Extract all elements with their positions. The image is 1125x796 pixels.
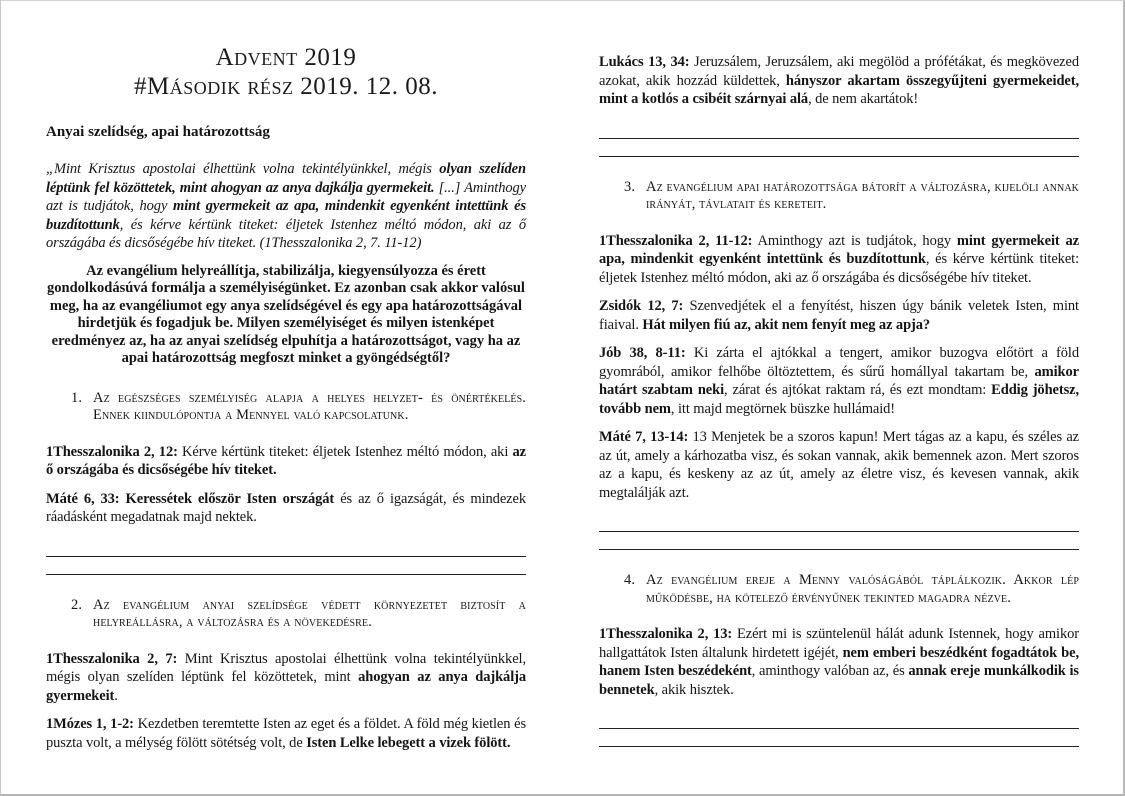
text-segment: Aminthogy azt is tudjátok, hogy [752,232,957,249]
section-heading-4 [599,572,1079,607]
writing-line [599,514,1079,532]
scripture-paragraph [599,297,1079,334]
text-segment: Isten Lelke lebegett a vizek fölött. [306,734,511,751]
text-segment: , de nem akartátok! [808,91,919,107]
text-segment: Szenvedjétek el a fenyítést, hiszen úgy bánik veletek Isten, mint fiaival. [599,298,1079,333]
text-segment: 1Thesszalonika 2, 13: [599,626,733,642]
intro-summary: Az evangélium helyreállítja, stabilizálja, kiegyensúlyozza és érett gondolkodásúvá formálja a személyiségünket. Ez azonban csak akkor valósul meg, ha az evangéliumot egy anya szelídségével és egy apa határozottságával hirdetjük és fogadjuk be. Milyen személyiséget és milyen istenképet eredményez az, ha az anyai szelídség elpuhítja a határozottságot, vagy ha az apai határozottság megfoszt minket a gyöngédségtől? [47,262,525,366]
text-segment: ahogyan az anya dajkálja gyermekeit [46,669,526,704]
text-segment: . [114,687,118,704]
scripture-paragraph [46,490,526,527]
document-title-line: Advent 2019 [215,44,357,71]
text-segment: 1Thesszalonika 2, 7: [46,650,178,667]
section-heading-text: Az evangélium apai határozottsága bátorít a változásra, kijelöli annak irányát, távlatait és kereteit. [646,178,1079,212]
text-segment: Lukács 13, 34: [599,54,690,70]
text-segment: Jób 38, 8-11: [599,345,686,361]
text-segment: „Mint Krisztus apostolai élhettünk volna tekintélyünkkel, mégis [46,161,440,177]
text-segment: Kérve kértünk titeket: éljetek Istenhez méltó módon, aki [177,443,513,460]
text-segment: Kezdetben teremtette Isten az eget és a földet. A föld még kietlen és puszta volt, a mélység fölött sötétség volt, de [46,716,526,751]
text-segment: , aminthogy valóban az, és [751,663,909,679]
section-heading-text: Az evangélium ereje a Menny valóságából táplálkozik. Akkor lép működésbe, ha kötelező érvényűnek tekinted magadra nézve. [646,572,1079,606]
text-segment: , és kérve kértünk titeket: éljetek Istenhez méltó módon, aki az ő országába és dicsőségébe hív titeket. [599,251,1080,286]
document-title-line: #Második rész 2019. 12. 08. [134,73,438,100]
scripture-paragraph [599,344,1079,418]
writing-line [46,539,526,557]
text-segment: nem emberi beszédként fogadtátok be, hanem Isten beszédeként [599,644,1080,679]
text-segment: és az ő igazságát, és mindezek ráadásként megadatnak majd nektek. [46,490,526,525]
writing-line [599,532,1079,550]
text-segment: 13 Menjetek be a szoros kapun! Mert tágas az a kapu, és széles az az út, amely a kárhozatba visz, és sokan vannak, akik bemennek azon. Mert szoros az a kapu, és keskeny az az út, amely az életre visz, és kevesen vannak, akik megtalálják azt. [599,429,1079,501]
text-segment: Máté 7, 13-14: [599,429,689,445]
scripture-paragraph [599,625,1079,699]
writing-line [599,139,1079,157]
text-segment: Jeruzsálem, Jeruzsálem, aki megölöd a prófétákat, és megkövezed azokat, akik hozzád küldettek, [599,54,1079,89]
section-heading-2 [46,597,526,632]
right-column [599,43,1079,752]
text-segment: 1Mózes 1, 1-2: [46,716,134,732]
text-segment: hányszor akartam összegyűjteni gyermekeidet, mint a kotlós a csibéit szárnyai alá [599,72,1079,107]
text-segment: annak ereje munkálkodik is bennetek [599,663,1079,698]
text-segment: 1Thesszalonika 2, 12: [46,443,178,460]
notes-lines [599,121,1079,157]
text-segment: , akik hisztek. [654,681,734,698]
scripture-paragraph [599,53,1079,109]
text-segment: Ezért mi is szüntelenül hálát adunk Istennek, hogy amikor hallgattátok Isten általunk hirdetett igéjét, [599,626,1079,661]
text-segment: Eddig jöhetsz, tovább nem [599,382,1079,417]
section-number: 4. [624,572,636,588]
text-segment: mint gyermekeit az apa, mindenkit egyenként intettünk és buzdítottunk [599,232,1079,267]
text-segment: , zárat és ajtókat raktam rá, és ezt mondtam: [724,382,992,398]
text-segment: Mint Krisztus apostolai élhettünk volna tekintélyünkkel, mégis olyan szelíden léptünk fel közöttetek, mint [46,650,526,685]
text-segment: , itt majd megtörnek büszke hullámaid! [670,400,896,417]
section-number: 2. [71,596,83,613]
writing-line [599,121,1079,139]
scripture-paragraph [599,232,1079,288]
text-segment: Zsidók 12, 7: [599,298,684,314]
writing-line [599,729,1079,747]
scripture-paragraph [46,715,526,752]
left-column [46,43,526,752]
text-segment: Máté 6, 33: Keressétek először Isten országát [46,490,335,507]
text-segment: mint gyermekeit az apa, mindenkit egyenként intettünk és buzdítottunk [46,198,526,233]
writing-line [46,557,526,575]
two-column-layout [1,1,1123,752]
text-segment: , és kérve kértünk titeket: éljetek Istenhez méltó módon, aki az ő országába és dicsőségébe hív titeket. (1Thesszalonika 2, 7. 11-12) [46,216,526,251]
notes-lines [46,539,526,575]
section-number: 3. [624,178,636,195]
scripture-paragraph [46,650,526,706]
text-segment: Hát milyen fiú az, akit nem fenyít meg az apja? [642,316,931,333]
scripture-paragraph [599,428,1079,502]
scripture-paragraph [46,443,526,480]
section-heading-text: Az evangélium anyai szelídsége védett környezetet biztosít a helyreállásra, a változásra és a növekedésre. [93,596,526,630]
text-segment: amikor határt szabtam neki [599,363,1079,398]
document-subtitle: Anyai szelídség, apai határozottság [46,124,270,140]
text-segment: olyan szelíden léptünk fel közöttetek, mint ahogyan az anya dajkálja gyermekeit. [46,161,526,196]
section-number: 1. [71,389,83,406]
text-segment: [...] Aminthogy azt is tudjátok, hogy [46,179,526,214]
text-segment: Ki zárta el ajtókkal a tengert, amikor buzogva előtört a föld gyomrából, amikor felhőbe öltöztettem, és sűrű homállyal takartam be, [599,345,1080,380]
section-heading-3 [599,179,1079,214]
notes-lines [599,711,1079,747]
notes-lines [599,514,1079,550]
text-segment: az ő országába és dicsőségébe hív titeket. [46,443,526,478]
opening-scripture-quote [46,160,526,253]
document-title [46,43,526,101]
section-heading-1 [46,390,526,425]
writing-line [599,711,1079,729]
section-heading-text: Az egészséges személyiség alapja a helyes helyzet- és önértékelés. Ennek kiindulópontja a Mennyel való kapcsolatunk. [93,389,526,423]
text-segment: 1Thesszalonika 2, 11-12: [599,232,753,249]
